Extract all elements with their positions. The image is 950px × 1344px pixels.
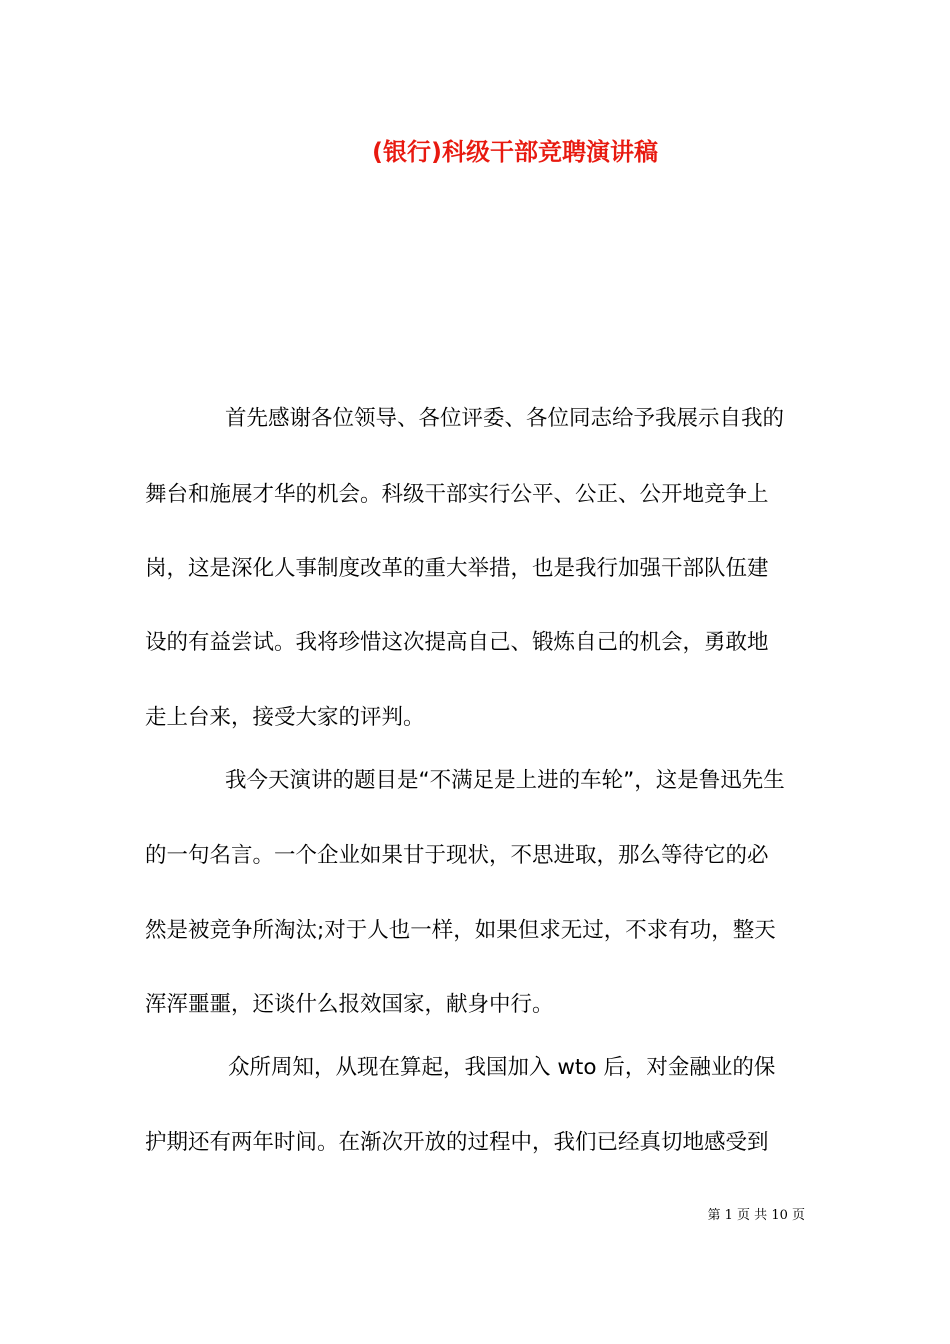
page-number: 第 1 页 共 10 页 xyxy=(707,1208,805,1223)
document-title: (银行)科级干部竞聘演讲稿 xyxy=(372,138,658,166)
paragraph-line: 舞台和施展才华的机会。科级干部实行公平、公正、公开地竞争上 xyxy=(145,482,769,507)
paragraph-line: 走上台来，接受大家的评判。 xyxy=(145,705,425,730)
paragraph-line: 浑浑噩噩，还谈什么报效国家，献身中行。 xyxy=(145,992,554,1017)
paragraph-line: 然是被竞争所淘汰;对于人也一样，如果但求无过，不求有功，整天 xyxy=(145,918,776,943)
paragraph-line: 设的有益尝试。我将珍惜这次提高自己、锻炼自己的机会，勇敢地 xyxy=(145,630,769,655)
paragraph-line: 岗，这是深化人事制度改革的重大举措，也是我行加强干部队伍建 xyxy=(145,556,769,581)
paragraph-line: 我今天演讲的题目是“不满足是上进的车轮”，这是鲁迅先生 xyxy=(225,768,785,793)
paragraph-line: 的一句名言。一个企业如果甘于现状，不思进取，那么等待它的必 xyxy=(145,843,769,868)
paragraph-line: 护期还有两年时间。在渐次开放的过程中，我们已经真切地感受到 xyxy=(145,1130,769,1155)
paragraph-line: 众所周知，从现在算起，我国加入 wto 后，对金融业的保 xyxy=(228,1055,776,1080)
paragraph-line: 首先感谢各位领导、各位评委、各位同志给予我展示自我的 xyxy=(225,406,785,431)
